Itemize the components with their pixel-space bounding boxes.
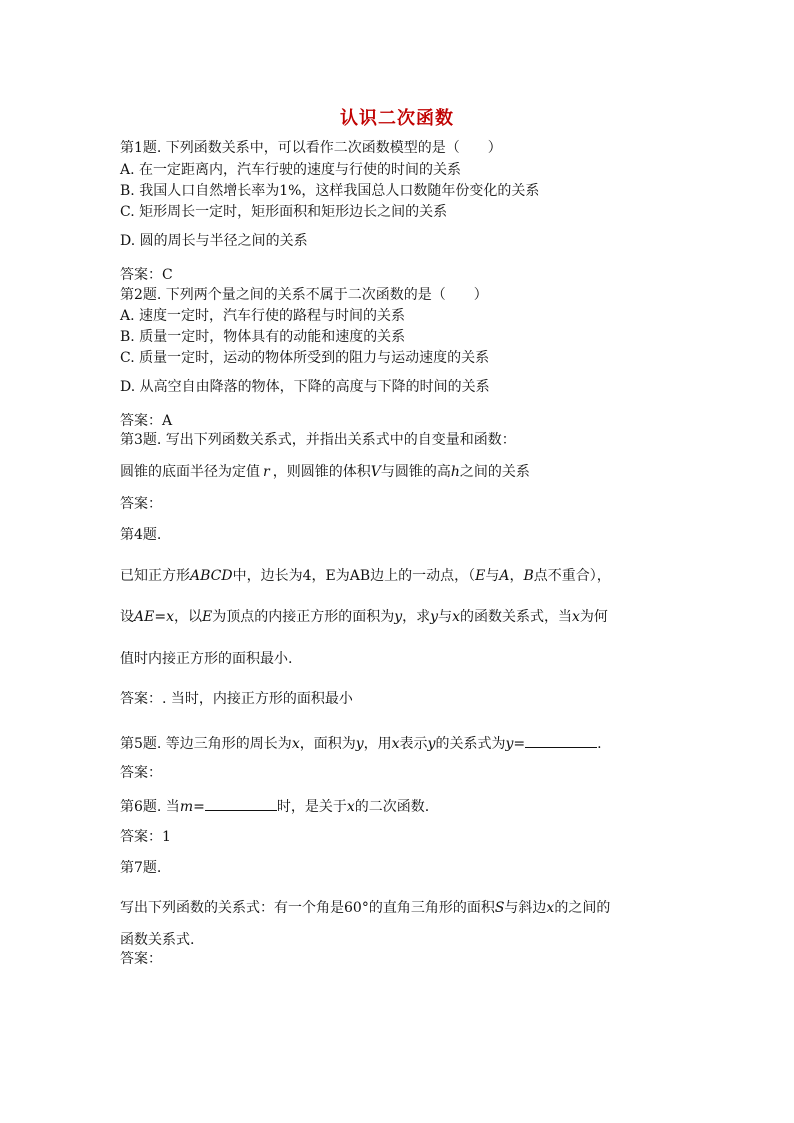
q4-l1-c: 与: [485, 568, 500, 584]
q4-l1-f: 点不重合），: [533, 568, 611, 584]
q3-stem: 第3题. 写出下列函数关系式，并指出关系式中的自变量和函数：: [120, 432, 516, 448]
q4-l2-b: =: [154, 609, 167, 625]
q6-x: x: [346, 799, 355, 815]
q5-blank: [525, 733, 597, 748]
q1-stem: 第1题. 下列函数关系中，可以看作二次函数模型的是（ ）: [120, 140, 502, 156]
q5-g: .: [597, 736, 602, 752]
q5-answer: 答案：: [120, 765, 162, 781]
q3-answer: 答案：: [120, 496, 162, 512]
q6-b: =: [193, 799, 205, 815]
q5-c: ，用: [363, 736, 392, 752]
document-title: 认识二次函数: [340, 108, 454, 129]
q2-stem: 第2题. 下列两个量之间的关系不属于二次函数的是（ ）: [120, 287, 488, 303]
q4-l2-x3: x: [571, 609, 580, 625]
q3-text-a: 圆锥的底面半径为定值: [120, 464, 260, 480]
q1-answer: 答案：C: [120, 267, 173, 283]
q7-line-1: [120, 899, 610, 917]
q4-line-1: [120, 567, 611, 585]
q4-l1-d: ，: [509, 568, 524, 584]
q5-y: y: [355, 736, 364, 752]
q5-x: x: [291, 736, 300, 752]
q4-l1-B: B: [523, 568, 534, 584]
q4-l1-abcd: ABCD: [190, 568, 233, 584]
q7-line-2: 函数关系式.: [120, 932, 195, 948]
q3-text-c: 与圆锥的高: [380, 464, 451, 480]
q2-option-d: D. 从高空自由降落的物体，下降的高度与下降的时间的关系: [120, 379, 490, 395]
q2-option-a: A. 速度一定时，汽车行使的路程与时间的关系: [120, 308, 406, 324]
q7-x: x: [546, 900, 555, 916]
q4-l2-i: 为何: [579, 609, 608, 625]
q2-option-b: B. 质量一定时，物体具有的动能和速度的关系: [120, 329, 406, 345]
q1-option-c: C. 矩形周长一定时，矩形面积和矩形边长之间的关系: [120, 204, 448, 220]
q5-stem: [120, 733, 602, 753]
q4-l2-d: 为顶点的内接正方形的面积为: [212, 609, 395, 625]
q7-c: 的之间的: [554, 900, 611, 916]
q4-l1-e: E: [475, 568, 486, 584]
q4-l2-x: x: [166, 609, 174, 625]
q4-line-2: [120, 608, 608, 626]
q5-a: 第5题. 等边三角形的周长为: [120, 736, 292, 752]
q2-option-c: C. 质量一定时，运动的物体所受到的阻力与运动速度的关系: [120, 350, 490, 366]
q7-answer: 答案：: [120, 951, 162, 967]
q4-l2-x2: x: [452, 609, 460, 625]
q7-a: 写出下列函数的关系式：有一个角是60°的直角三角形的面积: [120, 900, 495, 916]
q3-body: [120, 463, 530, 481]
q5-x2: x: [391, 736, 400, 752]
q4-l2-g: 与: [438, 609, 453, 625]
q5-y2: y: [427, 736, 436, 752]
q3-var-r: r: [263, 464, 270, 480]
q4-l1-b: 中，边长为4，E为AB边上的一动点，（: [232, 568, 476, 584]
q4-l2-f: ，求: [402, 609, 431, 625]
q1-option-b: B. 我国人口自然增长率为1%，这样我国总人口数随年份变化的关系: [120, 183, 540, 199]
q4-stem: 第4题.: [120, 527, 162, 543]
q4-l2-e: E: [201, 609, 213, 625]
q5-e: 的关系式为: [435, 736, 506, 752]
q1-option-d: D. 圆的周长与半径之间的关系: [120, 233, 308, 249]
q5-f: =: [513, 736, 526, 752]
q7-stem: 第7题.: [120, 860, 162, 876]
q6-d: 的二次函数.: [354, 799, 430, 815]
q3-var-v: V: [370, 464, 381, 480]
q4-l2-a: 设: [120, 609, 134, 625]
q7-b: 与斜边: [504, 900, 547, 916]
q6-stem: [120, 796, 429, 816]
q6-blank: [205, 796, 277, 811]
q2-answer: 答案：A: [120, 413, 173, 429]
q4-l2-ae: AE: [134, 609, 155, 625]
q6-m: m: [179, 799, 194, 815]
q4-l1-a: 已知正方形: [120, 568, 190, 584]
q4-l2-y2: y: [430, 609, 439, 625]
q3-text-d: 之间的关系: [459, 464, 530, 480]
q7-s: S: [494, 900, 505, 916]
q6-answer: 答案：1: [120, 829, 171, 845]
q6-c: 时，是关于: [276, 799, 347, 815]
q3-text-b: ，则圆锥的体积: [272, 464, 371, 480]
q4-l2-h: 的函数关系式，当: [459, 609, 572, 625]
q4-line-3: 值时内接正方形的面积最小.: [120, 651, 293, 667]
q4-l2-c: ，以: [173, 609, 202, 625]
q3-var-h: h: [450, 464, 460, 480]
q5-d: 表示: [399, 736, 428, 752]
q5-b: ，面积为: [299, 736, 356, 752]
q4-l2-y: y: [394, 609, 403, 625]
q5-y3: y: [505, 736, 514, 752]
q4-l1-A: A: [499, 568, 510, 584]
q6-a: 第6题. 当: [120, 799, 180, 815]
q4-answer: 答案：. 当时，内接正方形的面积最小: [120, 691, 353, 707]
q1-option-a: A. 在一定距离内，汽车行驶的速度与行使的时间的关系: [120, 162, 462, 178]
